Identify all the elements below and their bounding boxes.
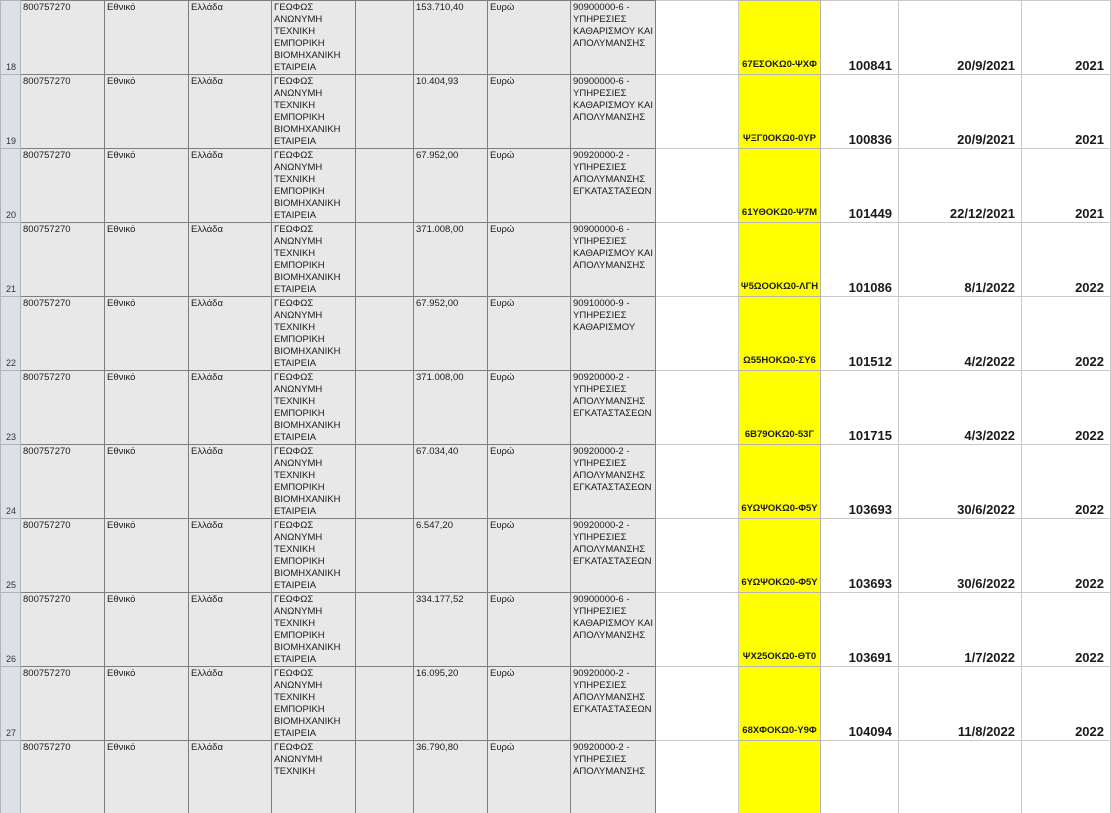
row-header[interactable]: 19 <box>1 75 21 149</box>
cell-country[interactable]: Ελλάδα <box>189 593 272 667</box>
cell-blank[interactable] <box>656 741 739 813</box>
cell-type[interactable]: Εθνικό <box>105 741 189 813</box>
cell-currency[interactable]: Ευρώ <box>488 1 571 75</box>
cell-company[interactable]: ΓΕΩΦΩΣ ΑΝΩΝΥΜΗ ΤΕΧΝΙΚΗ ΕΜΠΟΡΙΚΗ ΒΙΟΜΗΧΑΝΙΚΗ ΕΤΑΙΡΕΙΑ <box>272 149 356 223</box>
cell-empty[interactable] <box>356 371 414 445</box>
cell-cpv[interactable]: 90920000-2 - ΥΠΗΡΕΣΙΕΣ ΑΠΟΛΥΜΑΝΣΗΣ ΕΓΚΑΤΑΣΤΑΣΕΩΝ <box>571 667 656 741</box>
row-header[interactable]: 18 <box>1 1 21 75</box>
cell-date[interactable]: 20/9/2021 <box>899 75 1022 149</box>
cell-year[interactable]: 2022 <box>1022 223 1111 297</box>
cell-currency[interactable]: Ευρώ <box>488 593 571 667</box>
table-row <box>1 519 1111 593</box>
cell-date[interactable]: 1/7/2022 <box>899 593 1022 667</box>
row-header[interactable] <box>1 741 21 813</box>
cell-country[interactable]: Ελλάδα <box>189 445 272 519</box>
cell-id[interactable]: 101086 <box>821 223 899 297</box>
cell-currency[interactable]: Ευρώ <box>488 223 571 297</box>
cell-id[interactable]: 100836 <box>821 75 899 149</box>
cell-amount[interactable]: 16.095,20 <box>414 667 488 741</box>
cell-cpv[interactable]: 90900000-6 - ΥΠΗΡΕΣΙΕΣ ΚΑΘΑΡΙΣΜΟΥ ΚΑΙ ΑΠΟΛΥΜΑΝΣΗΣ <box>571 1 656 75</box>
row-header[interactable]: 23 <box>1 371 21 445</box>
cell-empty[interactable] <box>356 149 414 223</box>
cell-ada[interactable]: 67ΕΣΟΚΩ0-ΨΧΦ <box>739 1 821 75</box>
cell-currency[interactable]: Ευρώ <box>488 75 571 149</box>
cell-empty[interactable] <box>356 1 414 75</box>
table-row <box>1 75 1111 149</box>
table-row <box>1 445 1111 519</box>
cell-type[interactable]: Εθνικό <box>105 593 189 667</box>
cell-ada[interactable]: ΨΞΓ0ΟΚΩ0-0ΥΡ <box>739 75 821 149</box>
cell-country[interactable]: Ελλάδα <box>189 149 272 223</box>
cell-cpv[interactable]: 90920000-2 - ΥΠΗΡΕΣΙΕΣ ΑΠΟΛΥΜΑΝΣΗΣ ΕΓΚΑΤΑΣΤΑΣΕΩΝ <box>571 445 656 519</box>
cell-type[interactable]: Εθνικό <box>105 149 189 223</box>
cell-amount[interactable]: 36.790,80 <box>414 741 488 813</box>
cell-id[interactable] <box>821 741 899 813</box>
row-header[interactable]: 27 <box>1 667 21 741</box>
cell-country[interactable]: Ελλάδα <box>189 519 272 593</box>
cell-currency[interactable]: Ευρώ <box>488 667 571 741</box>
cell-currency[interactable]: Ευρώ <box>488 297 571 371</box>
row-header[interactable]: 20 <box>1 149 21 223</box>
cell-amount[interactable]: 6.547,20 <box>414 519 488 593</box>
cell-date[interactable]: 4/2/2022 <box>899 297 1022 371</box>
cell-afm[interactable]: 800757270 <box>21 445 105 519</box>
cell-company[interactable]: ΓΕΩΦΩΣ ΑΝΩΝΥΜΗ ΤΕΧΝΙΚΗ ΕΜΠΟΡΙΚΗ ΒΙΟΜΗΧΑΝΙΚΗ ΕΤΑΙΡΕΙΑ <box>272 297 356 371</box>
cell-blank[interactable] <box>656 519 739 593</box>
cell-type[interactable]: Εθνικό <box>105 297 189 371</box>
table-row <box>1 593 1111 667</box>
cell-blank[interactable] <box>656 223 739 297</box>
cell-company[interactable]: ΓΕΩΦΩΣ ΑΝΩΝΥΜΗ ΤΕΧΝΙΚΗ ΕΜΠΟΡΙΚΗ ΒΙΟΜΗΧΑΝΙΚΗ ΕΤΑΙΡΕΙΑ <box>272 667 356 741</box>
cell-empty[interactable] <box>356 593 414 667</box>
cell-id[interactable]: 104094 <box>821 667 899 741</box>
table-row <box>1 223 1111 297</box>
cell-country[interactable]: Ελλάδα <box>189 667 272 741</box>
cell-company[interactable]: ΓΕΩΦΩΣ ΑΝΩΝΥΜΗ ΤΕΧΝΙΚΗ ΕΜΠΟΡΙΚΗ ΒΙΟΜΗΧΑΝΙΚΗ ΕΤΑΙΡΕΙΑ <box>272 75 356 149</box>
cell-blank[interactable] <box>656 149 739 223</box>
cell-company[interactable]: ΓΕΩΦΩΣ ΑΝΩΝΥΜΗ ΤΕΧΝΙΚΗ ΕΜΠΟΡΙΚΗ ΒΙΟΜΗΧΑΝΙΚΗ ΕΤΑΙΡΕΙΑ <box>272 371 356 445</box>
cell-company[interactable]: ΓΕΩΦΩΣ ΑΝΩΝΥΜΗ ΤΕΧΝΙΚΗ ΕΜΠΟΡΙΚΗ ΒΙΟΜΗΧΑΝΙΚΗ ΕΤΑΙΡΕΙΑ <box>272 223 356 297</box>
cell-year[interactable] <box>1022 741 1111 813</box>
cell-id[interactable]: 103693 <box>821 445 899 519</box>
cell-date[interactable]: 30/6/2022 <box>899 519 1022 593</box>
cell-blank[interactable] <box>656 75 739 149</box>
cell-amount[interactable]: 67.952,00 <box>414 149 488 223</box>
cell-cpv[interactable]: 90900000-6 - ΥΠΗΡΕΣΙΕΣ ΚΑΘΑΡΙΣΜΟΥ ΚΑΙ ΑΠΟΛΥΜΑΝΣΗΣ <box>571 593 656 667</box>
cell-id[interactable]: 101449 <box>821 149 899 223</box>
cell-country[interactable]: Ελλάδα <box>189 741 272 813</box>
cell-afm[interactable]: 800757270 <box>21 149 105 223</box>
cell-empty[interactable] <box>356 667 414 741</box>
cell-ada[interactable]: Ψ5ΩΟΟΚΩ0-ΛΓΗ <box>739 223 821 297</box>
cell-company[interactable]: ΓΕΩΦΩΣ ΑΝΩΝΥΜΗ ΤΕΧΝΙΚΗ ΕΜΠΟΡΙΚΗ ΒΙΟΜΗΧΑΝΙΚΗ ΕΤΑΙΡΕΙΑ <box>272 1 356 75</box>
cell-blank[interactable] <box>656 297 739 371</box>
cell-country[interactable]: Ελλάδα <box>189 297 272 371</box>
cell-date[interactable]: 11/8/2022 <box>899 667 1022 741</box>
cell-id[interactable]: 103693 <box>821 519 899 593</box>
cell-country[interactable]: Ελλάδα <box>189 1 272 75</box>
cell-amount[interactable]: 67.952,00 <box>414 297 488 371</box>
cell-ada[interactable]: 6ΥΩΨΟΚΩ0-Φ5Υ <box>739 445 821 519</box>
cell-cpv[interactable]: 90920000-2 - ΥΠΗΡΕΣΙΕΣ ΑΠΟΛΥΜΑΝΣΗΣ ΕΓΚΑΤΑΣΤΑΣΕΩΝ <box>571 519 656 593</box>
cell-id[interactable]: 101715 <box>821 371 899 445</box>
cell-ada[interactable] <box>739 741 821 813</box>
cell-year[interactable]: 2022 <box>1022 445 1111 519</box>
cell-year[interactable]: 2022 <box>1022 519 1111 593</box>
cell-afm[interactable]: 800757270 <box>21 519 105 593</box>
cell-type[interactable]: Εθνικό <box>105 371 189 445</box>
cell-ada[interactable]: Ω55ΗΟΚΩ0-ΣΥ6 <box>739 297 821 371</box>
table-row <box>1 667 1111 741</box>
cell-year[interactable]: 2022 <box>1022 371 1111 445</box>
cell-currency[interactable]: Ευρώ <box>488 741 571 813</box>
table-row <box>1 297 1111 371</box>
cell-empty[interactable] <box>356 75 414 149</box>
cell-type[interactable]: Εθνικό <box>105 519 189 593</box>
cell-blank[interactable] <box>656 1 739 75</box>
cell-id[interactable]: 101512 <box>821 297 899 371</box>
cell-ada[interactable]: 68ΧΦΟΚΩ0-Υ9Φ <box>739 667 821 741</box>
cell-country[interactable]: Ελλάδα <box>189 371 272 445</box>
cell-amount[interactable]: 153.710,40 <box>414 1 488 75</box>
cell-date[interactable]: 4/3/2022 <box>899 371 1022 445</box>
cell-cpv[interactable]: 90900000-6 - ΥΠΗΡΕΣΙΕΣ ΚΑΘΑΡΙΣΜΟΥ ΚΑΙ ΑΠΟΛΥΜΑΝΣΗΣ <box>571 223 656 297</box>
cell-date[interactable]: 20/9/2021 <box>899 1 1022 75</box>
cell-date[interactable] <box>899 741 1022 813</box>
cell-type[interactable]: Εθνικό <box>105 445 189 519</box>
cell-currency[interactable]: Ευρώ <box>488 519 571 593</box>
cell-id[interactable]: 103691 <box>821 593 899 667</box>
cell-afm[interactable]: 800757270 <box>21 1 105 75</box>
cell-type[interactable]: Εθνικό <box>105 223 189 297</box>
cell-cpv[interactable]: 90900000-6 - ΥΠΗΡΕΣΙΕΣ ΚΑΘΑΡΙΣΜΟΥ ΚΑΙ ΑΠΟΛΥΜΑΝΣΗΣ <box>571 75 656 149</box>
cell-amount[interactable]: 67.034,40 <box>414 445 488 519</box>
cell-type[interactable]: Εθνικό <box>105 1 189 75</box>
table-row <box>1 149 1111 223</box>
cell-amount[interactable]: 371.008,00 <box>414 371 488 445</box>
cell-country[interactable]: Ελλάδα <box>189 75 272 149</box>
cell-empty[interactable] <box>356 445 414 519</box>
cell-id[interactable]: 100841 <box>821 1 899 75</box>
cell-ada[interactable]: 6Β79ΟΚΩ0-53Γ <box>739 371 821 445</box>
cell-amount[interactable]: 371.008,00 <box>414 223 488 297</box>
cell-date[interactable]: 8/1/2022 <box>899 223 1022 297</box>
cell-empty[interactable] <box>356 519 414 593</box>
cell-afm[interactable]: 800757270 <box>21 593 105 667</box>
cell-currency[interactable]: Ευρώ <box>488 371 571 445</box>
row-header[interactable]: 24 <box>1 445 21 519</box>
row-header[interactable]: 22 <box>1 297 21 371</box>
cell-afm[interactable]: 800757270 <box>21 223 105 297</box>
cell-company[interactable]: ΓΕΩΦΩΣ ΑΝΩΝΥΜΗ ΤΕΧΝΙΚΗ <box>272 741 356 813</box>
cell-year[interactable]: 2021 <box>1022 1 1111 75</box>
cell-currency[interactable]: Ευρώ <box>488 149 571 223</box>
cell-blank[interactable] <box>656 593 739 667</box>
cell-cpv[interactable]: 90920000-2 - ΥΠΗΡΕΣΙΕΣ ΑΠΟΛΥΜΑΝΣΗΣ ΕΓΚΑΤΑΣΤΑΣΕΩΝ <box>571 149 656 223</box>
cell-type[interactable]: Εθνικό <box>105 667 189 741</box>
cell-year[interactable]: 2021 <box>1022 149 1111 223</box>
cell-afm[interactable]: 800757270 <box>21 75 105 149</box>
cell-empty[interactable] <box>356 297 414 371</box>
cell-cpv[interactable]: 90920000-2 - ΥΠΗΡΕΣΙΕΣ ΑΠΟΛΥΜΑΝΣΗΣ ΕΓΚΑΤΑΣΤΑΣΕΩΝ <box>571 371 656 445</box>
cell-company[interactable]: ΓΕΩΦΩΣ ΑΝΩΝΥΜΗ ΤΕΧΝΙΚΗ ΕΜΠΟΡΙΚΗ ΒΙΟΜΗΧΑΝΙΚΗ ΕΤΑΙΡΕΙΑ <box>272 593 356 667</box>
cell-ada[interactable]: ΨΧ25ΟΚΩ0-ΘΤ0 <box>739 593 821 667</box>
cell-country[interactable]: Ελλάδα <box>189 223 272 297</box>
cell-afm[interactable]: 800757270 <box>21 741 105 813</box>
table-row <box>1 371 1111 445</box>
cell-cpv[interactable]: 90910000-9 - ΥΠΗΡΕΣΙΕΣ ΚΑΘΑΡΙΣΜΟΥ <box>571 297 656 371</box>
cell-afm[interactable]: 800757270 <box>21 371 105 445</box>
cell-empty[interactable] <box>356 741 414 813</box>
cell-year[interactable]: 2022 <box>1022 297 1111 371</box>
cell-date[interactable]: 22/12/2021 <box>899 149 1022 223</box>
cell-amount[interactable]: 10.404,93 <box>414 75 488 149</box>
table-row <box>1 741 1111 813</box>
cell-company[interactable]: ΓΕΩΦΩΣ ΑΝΩΝΥΜΗ ΤΕΧΝΙΚΗ ΕΜΠΟΡΙΚΗ ΒΙΟΜΗΧΑΝΙΚΗ ΕΤΑΙΡΕΙΑ <box>272 445 356 519</box>
cell-currency[interactable]: Ευρώ <box>488 445 571 519</box>
cell-year[interactable]: 2022 <box>1022 593 1111 667</box>
table-row <box>1 1 1111 75</box>
cell-blank[interactable] <box>656 445 739 519</box>
cell-company[interactable]: ΓΕΩΦΩΣ ΑΝΩΝΥΜΗ ΤΕΧΝΙΚΗ ΕΜΠΟΡΙΚΗ ΒΙΟΜΗΧΑΝΙΚΗ ΕΤΑΙΡΕΙΑ <box>272 519 356 593</box>
cell-date[interactable]: 30/6/2022 <box>899 445 1022 519</box>
cell-amount[interactable]: 334.177,52 <box>414 593 488 667</box>
cell-ada[interactable]: 6ΥΩΨΟΚΩ0-Φ5Υ <box>739 519 821 593</box>
cell-blank[interactable] <box>656 667 739 741</box>
row-header[interactable]: 25 <box>1 519 21 593</box>
row-header[interactable]: 21 <box>1 223 21 297</box>
cell-type[interactable]: Εθνικό <box>105 75 189 149</box>
cell-cpv[interactable]: 90920000-2 - ΥΠΗΡΕΣΙΕΣ ΑΠΟΛΥΜΑΝΣΗΣ <box>571 741 656 813</box>
cell-year[interactable]: 2022 <box>1022 667 1111 741</box>
cell-empty[interactable] <box>356 223 414 297</box>
cell-afm[interactable]: 800757270 <box>21 667 105 741</box>
row-header[interactable]: 26 <box>1 593 21 667</box>
cell-blank[interactable] <box>656 371 739 445</box>
cell-afm[interactable]: 800757270 <box>21 297 105 371</box>
cell-year[interactable]: 2021 <box>1022 75 1111 149</box>
cell-ada[interactable]: 61ΥΘΟΚΩ0-Ψ7Μ <box>739 149 821 223</box>
